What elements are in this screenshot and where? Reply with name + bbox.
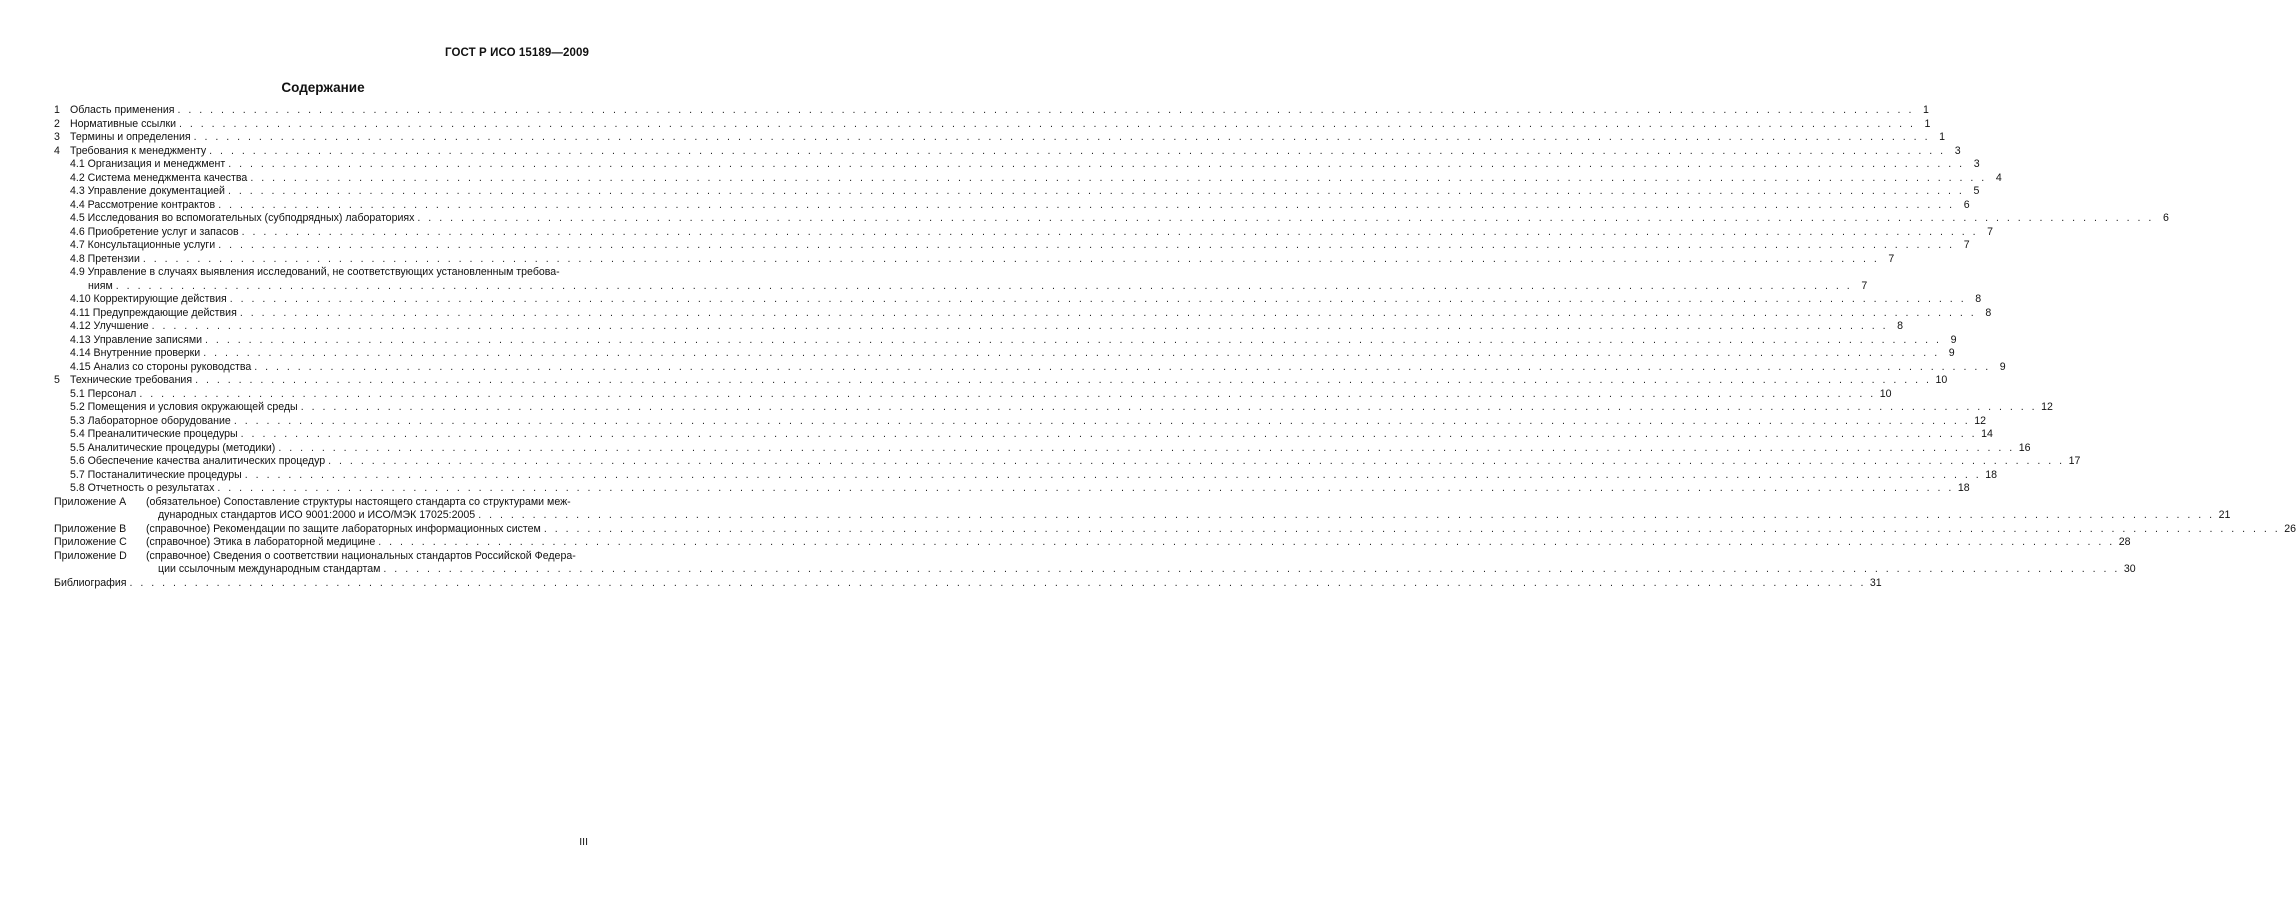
dot-leader: . . . . . . . . . . . . . . . . . . . . . . . . . . . . . . . . . . . . . . . . . . . . . . . . . . . . . . . . . . . . . . . . . . . . . . . . . . . . . . . . . . . . . . . . . . . . . . . . . . . . . . . . . . . . . . . . . . . . . . . . . . . . . . . . . . . . . . . . . . . . . . . . . . . . . . . . . . . . . . . . (142, 252, 1880, 265)
dot-leader: . . . . . . . . . . . . . . . . . . . . . . . . . . . . . . . . . . . . . . . . . . . . . . . . . . . . . . . . . . . . . . . . . . . . . . . . . . . . . . . . . . . . . . . . . . . . . . . . . . . . . . . . . . . . . . . . . . . . . . . . . . . . . . . . . . . . . . . . . . . . . . . . . . . . . . . . . . . . . . . . (179, 117, 1916, 130)
toc-entry[interactable] (54, 144, 1961, 159)
toc-entry-title: 4.9 Управление в случаях выявления исследований, не соответствующих установленным требова- (70, 266, 560, 278)
dot-leader: . . . . . . . . . . . . . . . . . . . . . . . . . . . . . . . . . . . . . . . . . . . . . . . . . . . . . . . . . . . . . . . . . . . . . . . . . . . . . . . . . . . . . . . . . . . . . . . . . . . . . . . . . . . . . . . . . . . . . . . . . . . . . . . . . . . . . . . . . . . . . . . . . . . . . . . . . . . . . . . . (115, 279, 1853, 292)
toc-appendix-label: Приложение С (54, 536, 127, 548)
toc-entry-title: 5.4 Преаналитические процедуры (70, 428, 238, 440)
toc-entry-title: 4.10 Корректирующие действия (70, 293, 227, 305)
dot-leader: . . . . . . . . . . . . . . . . . . . . . . . . . . . . . . . . . . . . . . . . . . . . . . . . . . . . . . . . . . . . . . . . . . . . . . . . . . . . . . . . . . . . . . . . . . . . . . . . . . . . . . . . . . . . . . . . . . . . . . . . . . . . . . . . . . . . . . . . . . . . . . . . . . . . . . . . . . . . . . . . (254, 360, 1991, 373)
toc-section-number: 1 (54, 104, 60, 116)
toc-entry-title: 4.13 Управление записями (70, 333, 203, 346)
toc-entry-title: 4.11 Предупреждающие действия (70, 306, 237, 319)
dot-leader: . . . . . . . . . . . . . . . . . . . . . . . . . . . . . . . . . . . . . . . . . . . . . . . . . . . . . . . . . . . . . . . . . . . . . . . . . . . . . . . . . . . . . . . . . . . . . . . . . . . . . . . . . . . . . . . . . . . . . . . . . . . . . . . . . . . . . . . . . . . . . . . . . . . . . . . . . . . . . . . . (217, 482, 1954, 494)
toc-page-number: 18 (1957, 482, 1970, 494)
toc-section-number: 3 (54, 131, 60, 143)
toc-entry[interactable] (54, 387, 1892, 402)
toc-entry-title: 5.5 Аналитические процедуры (методики) (70, 441, 276, 454)
dot-leader: . . . . . . . . . . . . . . . . . . . . . . . . . . . . . . . . . . . . . . . . . . . . . . . . . . . . . . . . . . . . . . . . . . . . . . . . . . . . . . . . . . . . . . . . . . . . . . . . . . . . . . . . . . . . . . . . . . . . . . . . . . . . . . . . . . . . . . . . . . . . . . . . . . . . . . . . . . . . . . . . (543, 522, 2281, 535)
dot-leader: . . . . . . . . . . . . . . . . . . . . . . . . . . . . . . . . . . . . . . . . . . . . . . . . . . . . . . . . . . . . . . . . . . . . . . . . . . . . . . . . . . . . . . . . . . . . . . . . . . . . . . . . . . . . . . . . . . . . . . . . . . . . . . . . . . . . . . . . . . . . . . . . . . . . . . . . . . . . . . . . (209, 144, 1946, 157)
toc-entry[interactable] (54, 306, 1992, 321)
toc-entry[interactable] (54, 536, 2131, 550)
toc-entry-title: 4.5 Исследования во вспомогательных (субподрядных) лабораториях (70, 212, 415, 224)
toc-entry-title: (справочное) Сведения о соответствии национальных стандартов Российской Федера- (146, 549, 576, 562)
toc-entry[interactable] (54, 441, 2031, 456)
toc-page-number: 1 (1923, 104, 1929, 116)
toc-entry-title: 4.3 Управление документацией (70, 185, 225, 197)
toc-entry-title: 4.6 Приобретение услуг и запасов (70, 225, 239, 238)
toc-page-number: 10 (1879, 387, 1892, 400)
toc-entry-title: (справочное) Этика в лабораторной медицине (146, 536, 376, 548)
dot-leader: . . . . . . . . . . . . . . . . . . . . . . . . . . . . . . . . . . . . . . . . . . . . . . . . . . . . . . . . . . . . . . . . . . . . . . . . . . . . . . . . . . . . . . . . . . . . . . . . . . . . . . . . . . . . . . . . . . . . . . . . . . . . . . . . . . . . . . . . . . . . . . . . . . . . . . . . . . . . . . . . (203, 347, 1940, 359)
toc-entry-title: 5.6 Обеспечение качества аналитических процедур (70, 455, 326, 467)
toc-page-number: 14 (1981, 428, 1993, 440)
dot-leader: . . . . . . . . . . . . . . . . . . . . . . . . . . . . . . . . . . . . . . . . . . . . . . . . . . . . . . . . . . . . . . . . . . . . . . . . . . . . . . . . . . . . . . . . . . . . . . . . . . . . . . . . . . . . . . . . . . . . . . . . . . . . . . . . . . . . . . . . . . . . . . . . . . . . . . . . . . . . . . . . (229, 293, 1967, 305)
toc-page-number: 9 (1950, 333, 1957, 346)
toc-page-number: 28 (2118, 536, 2131, 548)
toc-entry-title: дународных стандартов ИСО 9001:2000 и ИСО/МЭК 17025:2005 (158, 509, 476, 521)
toc-entry-title: (обязательное) Сопоставление структуры настоящего стандарта со структурами меж- (146, 495, 571, 508)
toc-section-number: 2 (54, 117, 60, 130)
dot-leader: . . . . . . . . . . . . . . . . . . . . . . . . . . . . . . . . . . . . . . . . . . . . . . . . . . . . . . . . . . . . . . . . . . . . . . . . . . . . . . . . . . . . . . . . . . . . . . . . . . . . . . . . . . . . . . . . . . . . . . . . . . . . . . . . . . . . . . . . . . . . . . . . . . . . . . . . . . . . . . . . (177, 104, 1914, 116)
toc-entry[interactable] (54, 374, 1948, 388)
toc-entry[interactable] (54, 455, 2081, 469)
toc-entry[interactable] (54, 239, 1970, 253)
toc-entry[interactable] (54, 104, 1929, 118)
toc-section-number: 4 (54, 144, 60, 157)
toc-page-number: 26 (2284, 522, 2296, 535)
dot-leader: . . . . . . . . . . . . . . . . . . . . . . . . . . . . . . . . . . . . . . . . . . . . . . . . . . . . . . . . . . . . . . . . . . . . . . . . . . . . . . . . . . . . . . . . . . . . . . . . . . . . . . . . . . . . . . . . . . . . . . . . . . . . . . . . . . . . . . . . . . . . . . . . . . . . . . . . . . . . . . . . (227, 185, 1965, 197)
toc-entry-title: 4.4 Рассмотрение контрактов (70, 198, 216, 211)
toc-entry[interactable] (54, 401, 2053, 415)
dot-leader: . . . . . . . . . . . . . . . . . . . . . . . . . . . . . . . . . . . . . . . . . . . . . . . . . . . . . . . . . . . . . . . . . . . . . . . . . . . . . . . . . . . . . . . . . . . . . . . . . . . . . . . . . . . . . . . . . . . . . . . . . . . . . . . . . . . . . . . . . . . . . . . . . . . . . . . . . . . . . . . . (205, 333, 1942, 346)
toc-entry[interactable] (54, 185, 1980, 199)
dot-leader: . . . . . . . . . . . . . . . . . . . . . . . . . . . . . . . . . . . . . . . . . . . . . . . . . . . . . . . . . . . . . . . . . . . . . . . . . . . . . . . . . . . . . . . . . . . . . . . . . . . . . . . . . . . . . . . . . . . . . . . . . . . . . . . . . . . . . . . . . . . . . . . . . . . . . . . . . . . . . . . . (378, 536, 2115, 548)
toc-page-number: 6 (1963, 198, 1970, 211)
toc-appendix-label: Приложение В (54, 522, 127, 535)
toc-entry[interactable] (54, 171, 2002, 186)
toc-entry[interactable] (54, 131, 1946, 145)
toc-page-number: 3 (1973, 158, 1980, 170)
toc-entry[interactable] (54, 482, 1970, 496)
toc-entry-title: Термины и определения (70, 131, 191, 143)
dot-leader: . . . . . . . . . . . . . . . . . . . . . . . . . . . . . . . . . . . . . . . . . . . . . . . . . . . . . . . . . . . . . . . . . . . . . . . . . . . . . . . . . . . . . . . . . . . . . . . . . . . . . . . . . . . . . . . . . . . . . . . . . . . . . . . . . . . . . . . . . . . . . . . . . . . . . . . . . . . . . . . . (244, 468, 1982, 481)
toc-page-number: 21 (2218, 509, 2231, 521)
dot-leader: . . . . . . . . . . . . . . . . . . . . . . . . . . . . . . . . . . . . . . . . . . . . . . . . . . . . . . . . . . . . . . . . . . . . . . . . . . . . . . . . . . . . . . . . . . . . . . . . . . . . . . . . . . . . . . . . . . . . . . . . . . . . . . . . . . . . . . . . . . . . . . . . . . . . . . . . . . . . . . . . (233, 414, 1971, 427)
toc-page-number: 31 (1869, 576, 1882, 589)
toc-entry-title: Область применения (70, 104, 175, 116)
toc-entry[interactable] (54, 212, 2169, 226)
table-of-contents (54, 104, 2296, 590)
toc-page-number: 8 (1975, 293, 1982, 305)
toc-page-number: 7 (1888, 252, 1895, 265)
toc-title: Содержание (281, 80, 365, 95)
toc-entry[interactable] (54, 522, 2296, 537)
toc-appendix-label: Приложение А (54, 495, 127, 508)
dot-leader: . . . . . . . . . . . . . . . . . . . . . . . . . . . . . . . . . . . . . . . . . . . . . . . . . . . . . . . . . . . . . . . . . . . . . . . . . . . . . . . . . . . . . . . . . . . . . . . . . . . . . . . . . . . . . . . . . . . . . . . . . . . . . . . . . . . . . . . . . . . . . . . . . . . . . . . . . . . . . . . . (129, 576, 1866, 589)
toc-entry-title: 4.2 Система менеджмента качества (70, 171, 248, 184)
dot-leader: . . . . . . . . . . . . . . . . . . . . . . . . . . . . . . . . . . . . . . . . . . . . . . . . . . . . . . . . . . . . . . . . . . . . . . . . . . . . . . . . . . . . . . . . . . . . . . . . . . . . . . . . . . . . . . . . . . . . . . . . . . . . . . . . . . . . . . . . . . . . . . . . . . . . . . . . . . . . . . . . (193, 131, 1931, 143)
dot-leader: . . . . . . . . . . . . . . . . . . . . . . . . . . . . . . . . . . . . . . . . . . . . . . . . . . . . . . . . . . . . . . . . . . . . . . . . . . . . . . . . . . . . . . . . . . . . . . . . . . . . . . . . . . . . . . . . . . . . . . . . . . . . . . . . . . . . . . . . . . . . . . . . . . . . . . . . . . . . . . . . (417, 212, 2154, 224)
toc-entry[interactable] (54, 428, 1993, 442)
dot-leader: . . . . . . . . . . . . . . . . . . . . . . . . . . . . . . . . . . . . . . . . . . . . . . . . . . . . . . . . . . . . . . . . . . . . . . . . . . . . . . . . . . . . . . . . . . . . . . . . . . . . . . . . . . . . . . . . . . . . . . . . . . . . . . . . . . . . . . . . . . . . . . . . . . . . . . . . . . . . . . . . (239, 306, 1977, 319)
toc-entry-title: 4.12 Улучшение (70, 320, 149, 332)
toc-entry-title: 5.3 Лабораторное оборудование (70, 414, 231, 427)
toc-entry[interactable] (54, 549, 2136, 577)
dot-leader: . . . . . . . . . . . . . . . . . . . . . . . . . . . . . . . . . . . . . . . . . . . . . . . . . . . . . . . . . . . . . . . . . . . . . . . . . . . . . . . . . . . . . . . . . . . . . . . . . . . . . . . . . . . . . . . . . . . . . . . . . . . . . . . . . . . . . . . . . . . . . . . . . . . . . . . . . . . . . . . . (383, 563, 2120, 575)
toc-entry-title: 4.7 Консультационные услуги (70, 239, 216, 251)
dot-leader: . . . . . . . . . . . . . . . . . . . . . . . . . . . . . . . . . . . . . . . . . . . . . . . . . . . . . . . . . . . . . . . . . . . . . . . . . . . . . . . . . . . . . . . . . . . . . . . . . . . . . . . . . . . . . . . . . . . . . . . . . . . . . . . . . . . . . . . . . . . . . . . . . . . . . . . . . . . . . . . . (151, 320, 1889, 332)
toc-entry[interactable] (54, 225, 1994, 240)
dot-leader: . . . . . . . . . . . . . . . . . . . . . . . . . . . . . . . . . . . . . . . . . . . . . . . . . . . . . . . . . . . . . . . . . . . . . . . . . . . . . . . . . . . . . . . . . . . . . . . . . . . . . . . . . . . . . . . . . . . . . . . . . . . . . . . . . . . . . . . . . . . . . . . . . . . . . . . . . . . . . . . . (240, 428, 1978, 440)
toc-page-number: 3 (1954, 144, 1961, 157)
toc-entry-title: ции ссылочным международным стандартам (158, 563, 381, 575)
toc-entry-title: 5.8 Отчетность о результатах (70, 482, 215, 494)
toc-appendix-label: Приложение D (54, 549, 127, 562)
dot-leader: . . . . . . . . . . . . . . . . . . . . . . . . . . . . . . . . . . . . . . . . . . . . . . . . . . . . . . . . . . . . . . . . . . . . . . . . . . . . . . . . . . . . . . . . . . . . . . . . . . . . . . . . . . . . . . . . . . . . . . . . . . . . . . . . . . . . . . . . . . . . . . . . . . . . . . . . . . . . . . . . (241, 225, 1979, 238)
toc-page-number: 1 (1939, 131, 1946, 143)
toc-page-number: 12 (1974, 414, 1987, 427)
toc-page-number: 4 (1995, 171, 2002, 184)
toc-entry-title: Требования к менеджменту (70, 144, 207, 157)
toc-page-number: 9 (1999, 360, 2006, 373)
toc-page-number: 10 (1935, 374, 1948, 386)
toc-entry[interactable] (54, 333, 1957, 348)
toc-page-number: 8 (1985, 306, 1992, 319)
toc-entry[interactable] (54, 293, 1982, 307)
toc-entry[interactable] (54, 320, 1904, 334)
toc-page-number: 7 (1963, 239, 1970, 251)
dot-leader: . . . . . . . . . . . . . . . . . . . . . . . . . . . . . . . . . . . . . . . . . . . . . . . . . . . . . . . . . . . . . . . . . . . . . . . . . . . . . . . . . . . . . . . . . . . . . . . . . . . . . . . . . . . . . . . . . . . . . . . . . . . . . . . . . . . . . . . . . . . . . . . . . . . . . . . . . . . . . . . . (228, 158, 1965, 170)
toc-section-number: 5 (54, 374, 60, 386)
toc-entry-title: Библиография (54, 576, 127, 589)
toc-page-number: 16 (2018, 441, 2031, 454)
toc-entry[interactable] (54, 198, 1970, 213)
toc-entry-title: 4.15 Анализ со стороны руководства (70, 360, 252, 373)
toc-page-number: 30 (2123, 563, 2136, 575)
toc-page-number: 18 (1985, 468, 1998, 481)
toc-entry[interactable] (54, 117, 1931, 132)
toc-entry-title: 4.1 Организация и менеджмент (70, 158, 226, 170)
toc-entry[interactable] (54, 468, 1998, 483)
toc-page-number: 6 (2162, 212, 2169, 224)
toc-entry-title: Технические требования (70, 374, 193, 386)
dot-leader: . . . . . . . . . . . . . . . . . . . . . . . . . . . . . . . . . . . . . . . . . . . . . . . . . . . . . . . . . . . . . . . . . . . . . . . . . . . . . . . . . . . . . . . . . . . . . . . . . . . . . . . . . . . . . . . . . . . . . . . . . . . . . . . . . . . . . . . . . . . . . . . . . . . . . . . . . . . . . . . . (300, 401, 2038, 413)
toc-page-number: 12 (2041, 401, 2053, 413)
toc-page-number: 7 (1861, 279, 1868, 292)
toc-entry-title: ниям (88, 279, 113, 292)
toc-entry-title: 4.8 Претензии (70, 252, 140, 265)
dot-leader: . . . . . . . . . . . . . . . . . . . . . . . . . . . . . . . . . . . . . . . . . . . . . . . . . . . . . . . . . . . . . . . . . . . . . . . . . . . . . . . . . . . . . . . . . . . . . . . . . . . . . . . . . . . . . . . . . . . . . . . . . . . . . . . . . . . . . . . . . . . . . . . . . . . . . . . . . . . . . . . . (250, 171, 1987, 184)
dot-leader: . . . . . . . . . . . . . . . . . . . . . . . . . . . . . . . . . . . . . . . . . . . . . . . . . . . . . . . . . . . . . . . . . . . . . . . . . . . . . . . . . . . . . . . . . . . . . . . . . . . . . . . . . . . . . . . . . . . . . . . . . . . . . . . . . . . . . . . . . . . . . . . . . . . . . . . . . . . . . . . . (278, 441, 2015, 454)
toc-entry[interactable] (54, 495, 2231, 523)
toc-entry-title: Нормативные ссылки (70, 117, 177, 130)
toc-entry-title: 5.7 Постаналитические процедуры (70, 468, 242, 481)
toc-page-number: 9 (1948, 347, 1955, 359)
toc-entry[interactable] (54, 360, 2006, 375)
toc-page-number: 7 (1987, 225, 1994, 238)
toc-page-number: 17 (2068, 455, 2081, 467)
dot-leader: . . . . . . . . . . . . . . . . . . . . . . . . . . . . . . . . . . . . . . . . . . . . . . . . . . . . . . . . . . . . . . . . . . . . . . . . . . . . . . . . . . . . . . . . . . . . . . . . . . . . . . . . . . . . . . . . . . . . . . . . . . . . . . . . . . . . . . . . . . . . . . . . . . . . . . . . . . . . . . . . (478, 509, 2215, 521)
toc-page-number: 1 (1924, 117, 1931, 130)
toc-page-number: 5 (1973, 185, 1980, 197)
toc-entry[interactable] (54, 414, 1987, 429)
standard-code: ГОСТ Р ИСО 15189—2009 (444, 47, 589, 59)
dot-leader: . . . . . . . . . . . . . . . . . . . . . . . . . . . . . . . . . . . . . . . . . . . . . . . . . . . . . . . . . . . . . . . . . . . . . . . . . . . . . . . . . . . . . . . . . . . . . . . . . . . . . . . . . . . . . . . . . . . . . . . . . . . . . . . . . . . . . . . . . . . . . . . . . . . . . . . . . . . . . . . . (139, 387, 1876, 400)
toc-entry-title: 4.14 Внутренние проверки (70, 347, 201, 359)
toc-page-number: 8 (1897, 320, 1904, 332)
dot-leader: . . . . . . . . . . . . . . . . . . . . . . . . . . . . . . . . . . . . . . . . . . . . . . . . . . . . . . . . . . . . . . . . . . . . . . . . . . . . . . . . . . . . . . . . . . . . . . . . . . . . . . . . . . . . . . . . . . . . . . . . . . . . . . . . . . . . . . . . . . . . . . . . . . . . . . . . . . . . . . . . (218, 239, 1955, 251)
toc-entry-title: 5.1 Персонал (70, 387, 137, 400)
toc-entry[interactable] (54, 252, 1895, 267)
toc-entry[interactable] (54, 576, 1882, 591)
toc-entry[interactable] (54, 266, 1868, 293)
toc-entry[interactable] (54, 347, 1955, 361)
toc-entry-title: (справочное) Рекомендации по защите лабораторных информационных систем (146, 522, 541, 535)
dot-leader: . . . . . . . . . . . . . . . . . . . . . . . . . . . . . . . . . . . . . . . . . . . . . . . . . . . . . . . . . . . . . . . . . . . . . . . . . . . . . . . . . . . . . . . . . . . . . . . . . . . . . . . . . . . . . . . . . . . . . . . . . . . . . . . . . . . . . . . . . . . . . . . . . . . . . . . . . . . . . . . . (328, 455, 2065, 467)
toc-entry[interactable] (54, 158, 1980, 172)
page-number: III (579, 836, 588, 848)
dot-leader: . . . . . . . . . . . . . . . . . . . . . . . . . . . . . . . . . . . . . . . . . . . . . . . . . . . . . . . . . . . . . . . . . . . . . . . . . . . . . . . . . . . . . . . . . . . . . . . . . . . . . . . . . . . . . . . . . . . . . . . . . . . . . . . . . . . . . . . . . . . . . . . . . . . . . . . . . . . . . . . . (195, 374, 1932, 386)
dot-leader: . . . . . . . . . . . . . . . . . . . . . . . . . . . . . . . . . . . . . . . . . . . . . . . . . . . . . . . . . . . . . . . . . . . . . . . . . . . . . . . . . . . . . . . . . . . . . . . . . . . . . . . . . . . . . . . . . . . . . . . . . . . . . . . . . . . . . . . . . . . . . . . . . . . . . . . . . . . . . . . . (218, 198, 1955, 211)
toc-entry-title: 5.2 Помещения и условия окружающей среды (70, 401, 298, 413)
